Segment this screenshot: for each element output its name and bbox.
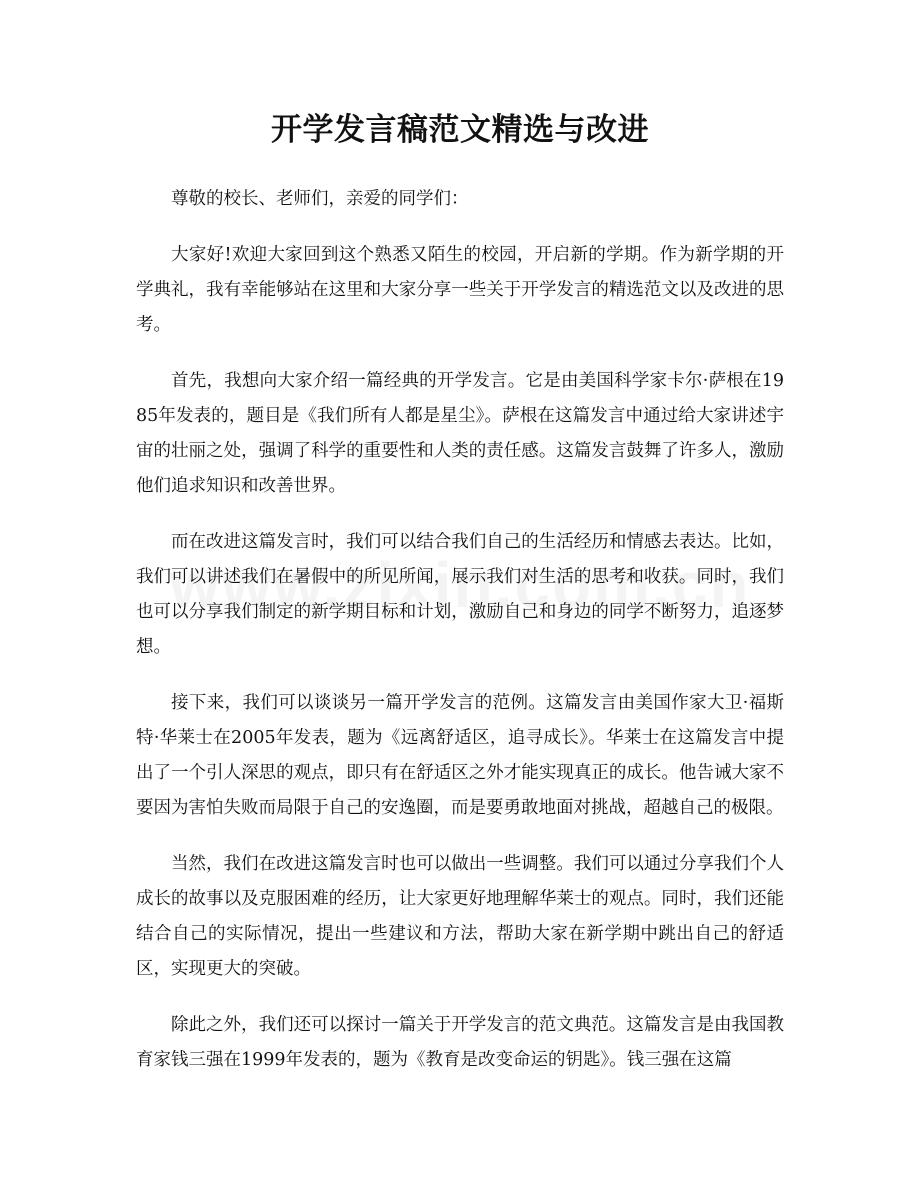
- body-paragraph: 当然，我们在改进这篇发言时也可以做出一些调整。我们可以通过分享我们个人成长的故事以及克服困难的经历，让大家更好地理解华莱士的观点。同时，我们还能结合自己的实际情况，提出一些建议和方法，帮助大家在新学期中跳出自己的舒适区，实现更大的突破。: [136, 854, 784, 979]
- body-paragraph: 接下来，我们可以谈谈另一篇开学发言的范例。这篇发言由美国作家大卫·福斯特·华莱士在2005年发表，题为《远离舒适区，追寻成长》。华莱士在这篇发言中提出了一个引人深思的观点，即只有在舒适区之外才能实现真正的成长。他告诫大家不要因为害怕失败而局限于自己的安逸圈，而是要勇敢地面对挑战，超越自己的极限。: [136, 693, 784, 818]
- body-paragraph: 除此之外，我们还可以探讨一篇关于开学发言的范文典范。这篇发言是由我国教育家钱三强在1999年发表的，题为《教育是改变命运的钥匙》。钱三强在这篇: [136, 1015, 784, 1070]
- body-paragraph: 而在改进这篇发言时，我们可以结合我们自己的生活经历和情感去表达。比如，我们可以讲述我们在暑假中的所见所闻，展示我们对生活的思考和收获。同时，我们也可以分享我们制定的新学期目标和计划，激励自己和身边的同学不断努力，追逐梦想。: [136, 532, 784, 657]
- body-paragraph: 首先，我想向大家介绍一篇经典的开学发言。它是由美国科学家卡尔·萨根在1985年发表的，题目是《我们所有人都是星尘》。萨根在这篇发言中通过给大家讲述宇宙的壮丽之处，强调了科学的重要性和人类的责任感。这篇发言鼓舞了许多人，激励他们追求知识和改善世界。: [136, 371, 784, 496]
- document-title: 开学发言稿范文精选与改进: [271, 112, 649, 148]
- document-body: [136, 182, 784, 1099]
- body-paragraph: 大家好!欢迎大家回到这个熟悉又陌生的校园，开启新的学期。作为新学期的开学典礼，我有幸能够站在这里和大家分享一些关于开学发言的精选范文以及改进的思考。: [136, 245, 784, 335]
- salutation-paragraph: 尊敬的校长、老师们，亲爱的同学们：: [171, 189, 469, 209]
